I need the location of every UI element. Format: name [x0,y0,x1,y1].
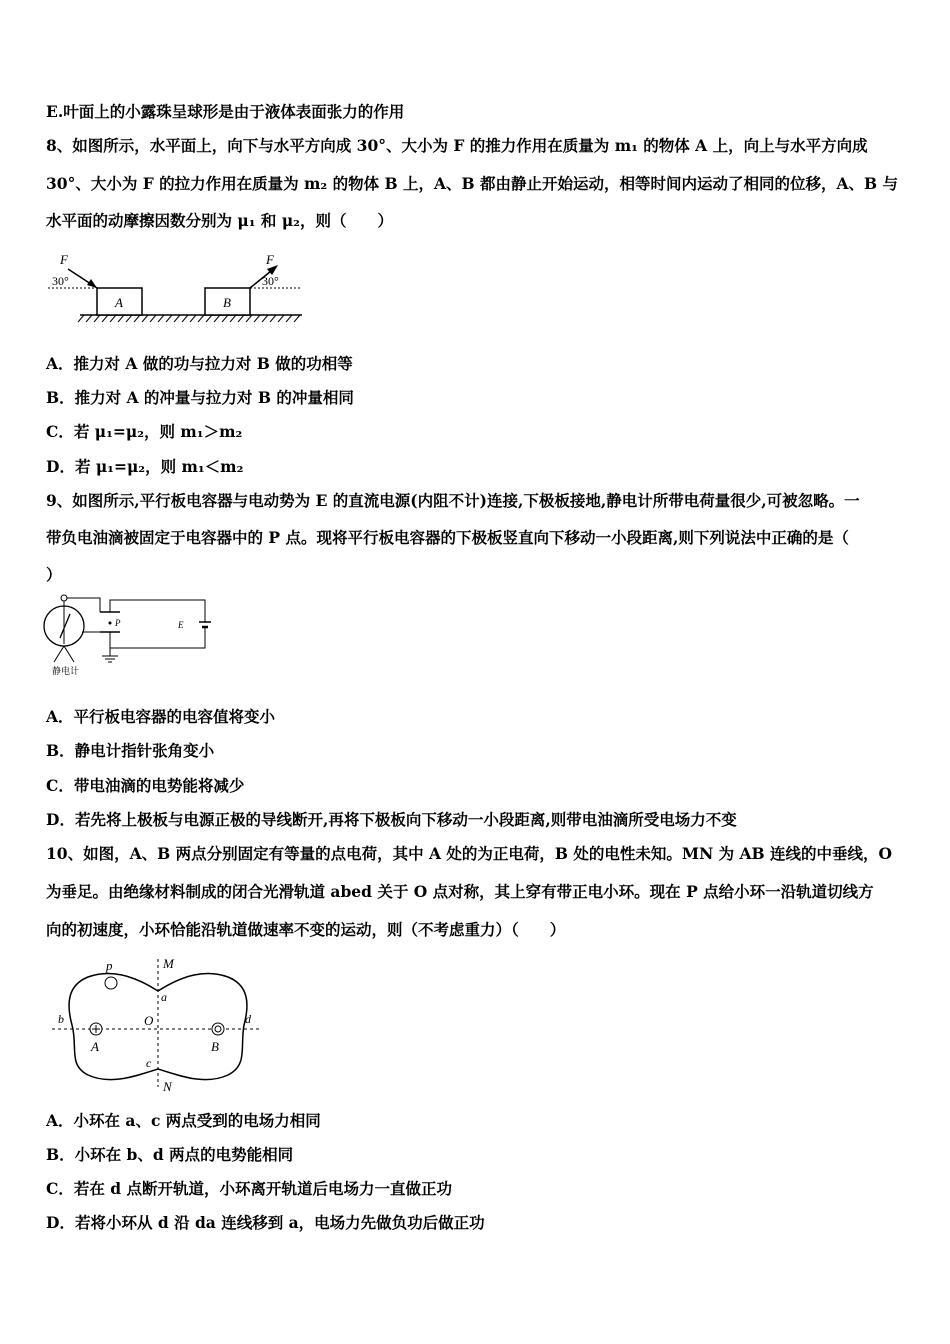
charged-ring [105,977,117,989]
point-p-label: P [115,618,121,628]
oil-drop [109,622,112,625]
q8-stem-line-2: 30°、大小为 F 的拉力作用在质量为 m₂ 的物体 B 上，A、B 都由静止开始运动，相等时间内运动了相同的位移，A、B 与 [46,174,899,193]
q8-stem-line-3: 水平面的动摩擦因数分别为 μ₁ 和 μ₂，则（ ） [46,211,393,230]
pull-force-label: F [266,252,274,267]
q9-stem-line-1: 9、如图所示,平行板电容器与电动势为 E 的直流电源(内阻不计)连接,下极板接地,静电计所带电荷量很少,可被忽略。一 [46,491,860,510]
q10-stem-line-2: 为垂足。由绝缘材料制成的闭合光滑轨道 abed 关于 O 点对称，其上穿有带正电小环。现在 P 点给小环一沿轨道切线方 [46,882,874,901]
electrometer-label: 静电计 [52,666,80,676]
emf-label: E [178,620,184,630]
q9-stem-line-2: 带负电油滴被固定于电容器中的 P 点。现将平行板电容器的下极板竖直向下移动一小段距离,则下列说法中正确的是（ [46,528,849,547]
q9-option-a: A．平行板电容器的电容值将变小 [46,707,276,726]
label-d: d [245,1012,251,1026]
label-a: a [161,990,167,1004]
q8-stem-line-1: 8、如图所示，水平面上，向下与水平方向成 30°、大小为 F 的推力作用在质量为 m₁ 的物体 A 上，向上与水平方向成 [46,136,868,155]
q7-option-e: E.叶面上的小露珠呈球形是由于液体表面张力的作用 [46,102,405,121]
q10-track-diagram [48,955,268,1095]
label-p: p [106,958,113,973]
push-angle-label: 30° [52,274,69,288]
q9-stem-line-3: ） [46,565,62,584]
q9-option-d: D．若先将上极板与电源正极的导线断开,再将下极板向下移动一小段距离,则带电油滴所受电场力不变 [46,810,737,829]
q8-option-c: C．若 μ₁=μ₂，则 m₁＞m₂ [46,422,243,441]
charge-b [212,1023,224,1035]
q10-option-a: A．小环在 a、c 两点受到的电场力相同 [46,1111,321,1130]
q10-stem-line-3: 向的初速度，小环恰能沿轨道做速率不变的运动，则（不考虑重力）（ ） [46,920,566,939]
q8-option-a: A．推力对 A 做的功与拉力对 B 做的功相等 [46,354,353,373]
pull-angle-label: 30° [262,274,279,288]
q8-option-d: D．若 μ₁=μ₂，则 m₁＜m₂ [46,457,244,476]
q10-option-d: D．若将小环从 d 沿 da 连线移到 a，电场力先做负功后做正功 [46,1213,485,1232]
label-c: c [146,1056,152,1070]
q8-option-b: B．推力对 A 的冲量与拉力对 B 的冲量相同 [46,388,354,407]
label-charge-a: A [91,1039,99,1054]
q9-option-b: B．静电计指针张角变小 [46,741,215,760]
push-force-label: F [60,252,68,267]
label-m: M [163,956,174,971]
label-o: O [144,1013,154,1028]
block-a-label: A [115,295,123,310]
label-b: b [58,1012,64,1026]
label-n: N [163,1079,172,1094]
q9-circuit-diagram [40,592,220,678]
block-b-label: B [223,295,231,310]
q10-option-c: C．若在 d 点断开轨道，小环离开轨道后电场力一直做正功 [46,1179,452,1198]
q8-force-diagram [40,248,310,328]
q10-option-b: B．小环在 b、d 两点的电势能相同 [46,1145,294,1164]
q10-stem-line-1: 10、如图，A、B 两点分别固定有等量的点电荷，其中 A 处的为正电荷，B 处的电性未知。MN 为 AB 连线的中垂线，O [46,844,893,863]
q9-option-c: C．带电油滴的电势能将减少 [46,776,245,795]
label-charge-b: B [211,1039,219,1054]
